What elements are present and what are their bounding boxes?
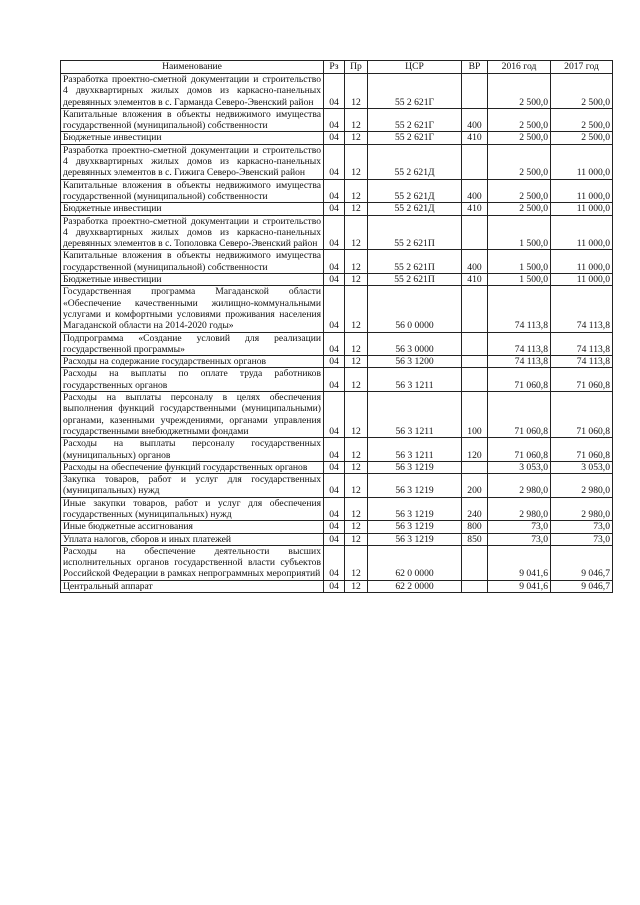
- row-amount-2016: 74 113,8: [488, 332, 551, 356]
- row-vr: 400: [462, 108, 488, 132]
- row-name: Иные закупки товаров, работ и услуг для обеспечения государственных (муниципальных) нужд: [61, 497, 324, 521]
- row-csr: 55 2 621П: [368, 215, 462, 250]
- row-amount-2016: 71 060,8: [488, 392, 551, 438]
- header-pr: Пр: [345, 61, 368, 74]
- row-csr: 56 3 1200: [368, 356, 462, 368]
- row-csr: 55 2 621Д: [368, 203, 462, 215]
- row-csr: 56 3 1211: [368, 438, 462, 462]
- row-csr: 56 3 1219: [368, 521, 462, 533]
- table-row: [61, 580, 613, 592]
- row-amount-2017: 11 000,0: [551, 203, 613, 215]
- table-row: [61, 368, 613, 392]
- row-name: Разработка проектно-сметной документации и строительство 4 двухквартирных жилых домов из каркасно-панельных деревянных элементов в с. Гижига Северо-Эвенский район: [61, 144, 324, 179]
- table-row: [61, 332, 613, 356]
- row-amount-2016: 73,0: [488, 521, 551, 533]
- row-rz: 04: [324, 179, 345, 203]
- row-name: Капитальные вложения в объекты недвижимого имущества государственной (муниципальной) собственности: [61, 179, 324, 203]
- row-rz: 04: [324, 132, 345, 144]
- row-csr: 55 2 621П: [368, 250, 462, 274]
- table-row: [61, 108, 613, 132]
- row-rz: 04: [324, 545, 345, 580]
- row-name: Бюджетные инвестиции: [61, 132, 324, 144]
- table-row: [61, 356, 613, 368]
- row-name: Расходы на содержание государственных органов: [61, 356, 324, 368]
- row-csr: 62 0 0000: [368, 545, 462, 580]
- row-rz: 04: [324, 108, 345, 132]
- document-page: [60, 60, 612, 593]
- table-row: [61, 203, 613, 215]
- table-row: [61, 132, 613, 144]
- row-csr: 56 0 0000: [368, 286, 462, 332]
- row-name: Расходы на выплаты по оплате труда работников государственных органов: [61, 368, 324, 392]
- row-amount-2016: 2 500,0: [488, 74, 551, 109]
- row-name: Капитальные вложения в объекты недвижимого имущества государственной (муниципальной) собственности: [61, 250, 324, 274]
- row-amount-2017: 71 060,8: [551, 438, 613, 462]
- row-vr: 120: [462, 438, 488, 462]
- row-vr: [462, 332, 488, 356]
- row-pr: 12: [345, 332, 368, 356]
- row-csr: 55 2 621Г: [368, 74, 462, 109]
- row-pr: 12: [345, 580, 368, 592]
- row-csr: 55 2 621Д: [368, 179, 462, 203]
- row-amount-2017: 74 113,8: [551, 332, 613, 356]
- row-csr: 56 3 1219: [368, 474, 462, 498]
- row-name: Расходы на обеспечение деятельности высших исполнительных органов государственной власти субъектов Российской Федерации в рамках непрограммных мероприятий: [61, 545, 324, 580]
- row-rz: 04: [324, 250, 345, 274]
- row-csr: 56 3 1211: [368, 392, 462, 438]
- row-csr: 56 3 1219: [368, 533, 462, 545]
- row-pr: 12: [345, 368, 368, 392]
- row-rz: 04: [324, 74, 345, 109]
- header-row: [61, 61, 613, 74]
- row-amount-2017: 74 113,8: [551, 286, 613, 332]
- row-amount-2017: 74 113,8: [551, 356, 613, 368]
- row-pr: 12: [345, 179, 368, 203]
- row-csr: 55 2 621Д: [368, 144, 462, 179]
- row-amount-2017: 2 500,0: [551, 132, 613, 144]
- budget-table: [60, 60, 613, 593]
- row-name: Бюджетные инвестиции: [61, 274, 324, 286]
- row-name: Закупка товаров, работ и услуг для государственных (муниципальных) нужд: [61, 474, 324, 498]
- row-pr: 12: [345, 286, 368, 332]
- row-vr: 240: [462, 497, 488, 521]
- header-name: Наименование: [61, 61, 324, 74]
- row-amount-2016: 9 041,6: [488, 580, 551, 592]
- table-row: [61, 286, 613, 332]
- row-csr: 56 3 1219: [368, 461, 462, 473]
- row-pr: 12: [345, 144, 368, 179]
- row-vr: [462, 545, 488, 580]
- row-amount-2017: 9 046,7: [551, 580, 613, 592]
- table-row: [61, 274, 613, 286]
- row-name: Расходы на выплаты персоналу в целях обеспечения выполнения функций государственными (муниципальными) органами, казенными учреждениями, органами управления государственными внебюджетными фондами: [61, 392, 324, 438]
- row-rz: 04: [324, 533, 345, 545]
- row-pr: 12: [345, 356, 368, 368]
- row-vr: 400: [462, 179, 488, 203]
- row-pr: 12: [345, 250, 368, 274]
- row-rz: 04: [324, 474, 345, 498]
- row-vr: [462, 74, 488, 109]
- row-amount-2016: 74 113,8: [488, 356, 551, 368]
- row-csr: 56 3 1219: [368, 497, 462, 521]
- table-row: [61, 533, 613, 545]
- table-row: [61, 497, 613, 521]
- row-amount-2017: 11 000,0: [551, 250, 613, 274]
- row-name: Расходы на обеспечение функций государственных органов: [61, 461, 324, 473]
- row-csr: 62 2 0000: [368, 580, 462, 592]
- row-amount-2017: 71 060,8: [551, 392, 613, 438]
- row-amount-2016: 2 500,0: [488, 203, 551, 215]
- row-pr: 12: [345, 74, 368, 109]
- row-amount-2016: 2 980,0: [488, 497, 551, 521]
- row-amount-2016: 73,0: [488, 533, 551, 545]
- row-pr: 12: [345, 474, 368, 498]
- row-amount-2017: 11 000,0: [551, 179, 613, 203]
- row-rz: 04: [324, 461, 345, 473]
- row-rz: 04: [324, 274, 345, 286]
- table-row: [61, 215, 613, 250]
- row-amount-2016: 74 113,8: [488, 286, 551, 332]
- row-rz: 04: [324, 580, 345, 592]
- row-rz: 04: [324, 392, 345, 438]
- row-vr: 850: [462, 533, 488, 545]
- row-vr: 100: [462, 392, 488, 438]
- row-vr: 410: [462, 132, 488, 144]
- row-name: Бюджетные инвестиции: [61, 203, 324, 215]
- row-amount-2016: 9 041,6: [488, 545, 551, 580]
- row-pr: 12: [345, 461, 368, 473]
- header-csr: ЦСР: [368, 61, 462, 74]
- row-name: Разработка проектно-сметной документации и строительство 4 двухквартирных жилых домов из каркасно-панельных деревянных элементов в с. Гарманда Северо-Эвенский район: [61, 74, 324, 109]
- row-name: Центральный аппарат: [61, 580, 324, 592]
- row-rz: 04: [324, 332, 345, 356]
- row-amount-2017: 2 500,0: [551, 108, 613, 132]
- row-amount-2016: 1 500,0: [488, 250, 551, 274]
- table-row: [61, 438, 613, 462]
- row-rz: 04: [324, 438, 345, 462]
- row-pr: 12: [345, 497, 368, 521]
- row-rz: 04: [324, 144, 345, 179]
- row-pr: 12: [345, 438, 368, 462]
- row-amount-2017: 71 060,8: [551, 368, 613, 392]
- row-amount-2017: 11 000,0: [551, 144, 613, 179]
- row-pr: 12: [345, 215, 368, 250]
- row-pr: 12: [345, 545, 368, 580]
- table-row: [61, 474, 613, 498]
- row-rz: 04: [324, 356, 345, 368]
- table-row: [61, 521, 613, 533]
- row-vr: [462, 286, 488, 332]
- row-vr: [462, 580, 488, 592]
- table-row: [61, 545, 613, 580]
- row-amount-2017: 3 053,0: [551, 461, 613, 473]
- table-row: [61, 179, 613, 203]
- table-body: [61, 74, 613, 593]
- row-name: Расходы на выплаты персоналу государственных (муниципальных) органов: [61, 438, 324, 462]
- row-rz: 04: [324, 368, 345, 392]
- row-csr: 55 2 621Г: [368, 108, 462, 132]
- row-vr: 800: [462, 521, 488, 533]
- row-pr: 12: [345, 521, 368, 533]
- row-vr: [462, 215, 488, 250]
- row-pr: 12: [345, 392, 368, 438]
- row-rz: 04: [324, 203, 345, 215]
- row-name: Капитальные вложения в объекты недвижимого имущества государственной (муниципальной) собственности: [61, 108, 324, 132]
- row-vr: 200: [462, 474, 488, 498]
- row-amount-2016: 2 500,0: [488, 132, 551, 144]
- table-row: [61, 74, 613, 109]
- row-vr: 410: [462, 203, 488, 215]
- row-amount-2016: 2 500,0: [488, 108, 551, 132]
- row-amount-2017: 73,0: [551, 521, 613, 533]
- header-2017: 2017 год: [551, 61, 613, 74]
- row-pr: 12: [345, 274, 368, 286]
- header-2016: 2016 год: [488, 61, 551, 74]
- row-pr: 12: [345, 203, 368, 215]
- row-name: Государственная программа Магаданской области «Обеспечение качественными жилищно-коммунальными услугами и комфортными условиями проживания населения Магаданской области на 2014-2020 годы»: [61, 286, 324, 332]
- row-amount-2016: 71 060,8: [488, 438, 551, 462]
- row-vr: 400: [462, 250, 488, 274]
- row-amount-2016: 1 500,0: [488, 274, 551, 286]
- row-amount-2016: 3 053,0: [488, 461, 551, 473]
- row-amount-2017: 9 046,7: [551, 545, 613, 580]
- table-row: [61, 250, 613, 274]
- row-rz: 04: [324, 521, 345, 533]
- table-header: [61, 61, 613, 74]
- row-amount-2017: 2 980,0: [551, 497, 613, 521]
- row-amount-2017: 11 000,0: [551, 215, 613, 250]
- row-rz: 04: [324, 497, 345, 521]
- row-vr: 410: [462, 274, 488, 286]
- row-rz: 04: [324, 286, 345, 332]
- row-name: Подпрограмма «Создание условий для реализации государственной программы»: [61, 332, 324, 356]
- row-csr: 56 3 0000: [368, 332, 462, 356]
- row-vr: [462, 356, 488, 368]
- table-row: [61, 461, 613, 473]
- row-pr: 12: [345, 132, 368, 144]
- row-amount-2017: 2 980,0: [551, 474, 613, 498]
- row-pr: 12: [345, 108, 368, 132]
- row-rz: 04: [324, 215, 345, 250]
- row-vr: [462, 368, 488, 392]
- row-amount-2016: 2 980,0: [488, 474, 551, 498]
- row-name: Уплата налогов, сборов и иных платежей: [61, 533, 324, 545]
- row-csr: 55 2 621Г: [368, 132, 462, 144]
- table-row: [61, 144, 613, 179]
- row-amount-2017: 73,0: [551, 533, 613, 545]
- header-vr: ВР: [462, 61, 488, 74]
- row-amount-2017: 2 500,0: [551, 74, 613, 109]
- row-amount-2016: 71 060,8: [488, 368, 551, 392]
- header-rz: Рз: [324, 61, 345, 74]
- row-pr: 12: [345, 533, 368, 545]
- row-amount-2016: 1 500,0: [488, 215, 551, 250]
- row-name: Разработка проектно-сметной документации и строительство 4 двухквартирных жилых домов из каркасно-панельных деревянных элементов в с. Тополовка Северо-Эвенский район: [61, 215, 324, 250]
- table-row: [61, 392, 613, 438]
- row-amount-2017: 11 000,0: [551, 274, 613, 286]
- row-amount-2016: 2 500,0: [488, 179, 551, 203]
- row-csr: 56 3 1211: [368, 368, 462, 392]
- row-vr: [462, 144, 488, 179]
- row-amount-2016: 2 500,0: [488, 144, 551, 179]
- row-name: Иные бюджетные ассигнования: [61, 521, 324, 533]
- row-csr: 55 2 621П: [368, 274, 462, 286]
- row-vr: [462, 461, 488, 473]
